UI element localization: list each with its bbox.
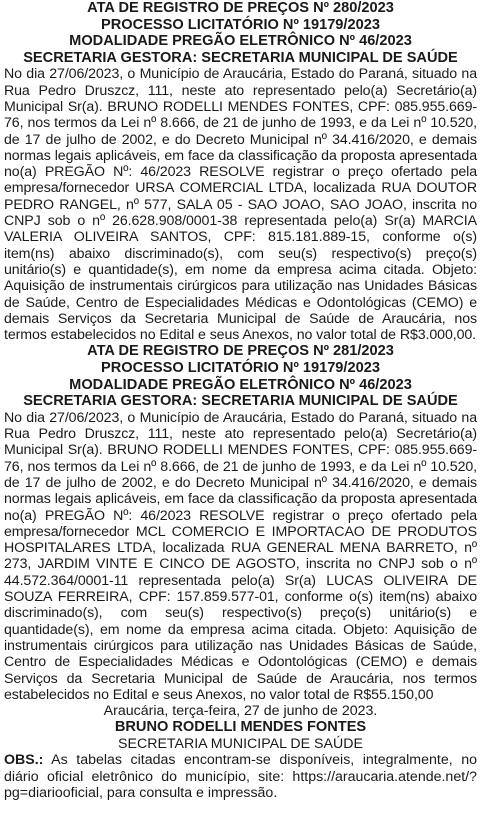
obs-text: As tabelas citadas encontram-se disponíveis, integralmente, no diário oficial eletrônico do município, site: https://araucaria.atende.net/?pg=diariooficial, para consulta e impressão.: [4, 752, 477, 801]
processo-licitatorio: PROCESSO LICITATÓRIO Nº 19179/2023: [101, 16, 380, 33]
processo-licitatorio: PROCESSO LICITATÓRIO Nº 19179/2023: [101, 360, 380, 377]
signer-role: SECRETARIA MUNICIPAL DE SAÚDE: [118, 736, 363, 753]
obs-label: OBS.:: [4, 752, 44, 769]
ata-281-section: [4, 343, 477, 703]
date-line: Araucária, terça-feira, 27 de junho de 2023.: [103, 703, 378, 720]
ata-title: ATA DE REGISTRO DE PREÇOS Nº 281/2023: [87, 343, 394, 360]
ata-body: No dia 27/06/2023, o Município de Araucária, Estado do Paraná, situado na Rua Pedro Druszcz, 111, neste ato representado pelo(a) Secretário(a) Municipal Sr(a). BRUNO RODELLI MENDES FONTES, CPF: 085.955.669-76, nos termos da Lei nº 8.666, de 21 de junho de 1993, e da Lei nº 10.520, de 17 de julho de 2002, e do Decreto Municipal nº 34.416/2020, e demais normas legais aplicáveis, em face da classificação da proposta apresentada no(a) PREGÃO Nº: 46/2023 RESOLVE registrar o preço ofertado pela empresa/fornecedor MCL COMERCIO E IMPORTACAO DE PRODUTOS HOSPITALARES LTDA, localizada RUA GENERAL MENA BARRETO, nº 273, JARDIM VINTE E CINCO DE AGOSTO, inscrita no CNPJ sob o nº 44.572.364/0001-11 representada pelo(a) Sr(a) LUCAS OLIVEIRA DE SOUZA FERREIRA, CPF: 157.859.577-01, conforme o(s) item(ns) abaixo discriminado(s), com seu(s) respectivo(s) preço(s) unitário(s) e quantidade(s), em nome da empresa acima citada. Objeto: Aquisição de instrumentais cirúrgicos para utilização nas Unidades Básicas de Saúde, Centro de Especialidades Médicas e Odontológicas (CEMO) e demais Serviços da Secretaria Municipal de Saúde de Araucária, nos termos estabelecidos no Edital e seus Anexos, no valor total de R$55.150,00: [4, 409, 477, 703]
ata-body: No dia 27/06/2023, o Município de Araucária, Estado do Paraná, situado na Rua Pedro Druszcz, 111, neste ato representado pelo(a) Secretário(a) Municipal Sr(a). BRUNO RODELLI MENDES FONTES, CPF: 085.955.669-76, nos termos da Lei nº 8.666, de 21 de junho de 1993, e da Lei nº 10.520, de 17 de julho de 2002, e do Decreto Municipal nº 34.416/2020, e demais normas legais aplicáveis, em face da classificação da proposta apresentada no(a) PREGÃO Nº: 46/2023 RESOLVE registrar o preço ofertado pela empresa/fornecedor URSA COMERCIAL LTDA, localizada RUA DOUTOR PEDRO RANGEL, nº 577, SALA 05 - SAO JOAO, SAO JOAO, inscrita no CNPJ sob o nº 26.628.908/0001-38 representada pelo(a) Sr(a) MARCIA VALERIA OLIVEIRA SANTOS, CPF: 815.181.889-15, conforme o(s) item(ns) abaixo discriminado(s), com seu(s) respectivo(s) preço(s) unitário(s) e quantidade(s), em nome da empresa acima citada. Objeto: Aquisição de instrumentais cirúrgicos para utilização nas Unidades Básicas de Saúde, Centro de Especialidades Médicas e Odontológicas (CEMO) e demais Serviços da Secretaria Municipal de Saúde de Araucária, nos termos estabelecidos no Edital e seus Anexos, no valor total de R$3.000,00.: [4, 66, 477, 344]
secretaria-gestora: SECRETARIA GESTORA: SECRETARIA MUNICIPAL DE SAÚDE: [23, 49, 458, 66]
modalidade-pregao: MODALIDADE PREGÃO ELETRÔNICO Nº 46/2023: [69, 376, 412, 393]
signature-block: [4, 703, 477, 752]
ata-title: ATA DE REGISTRO DE PREÇOS Nº 280/2023: [87, 0, 394, 16]
obs-note: [4, 752, 477, 801]
secretaria-gestora: SECRETARIA GESTORA: SECRETARIA MUNICIPAL DE SAÚDE: [23, 393, 458, 410]
ata-280-section: [4, 0, 477, 343]
modalidade-pregao: MODALIDADE PREGÃO ELETRÔNICO Nº 46/2023: [69, 33, 412, 50]
signer-name: BRUNO RODELLI MENDES FONTES: [114, 719, 367, 736]
